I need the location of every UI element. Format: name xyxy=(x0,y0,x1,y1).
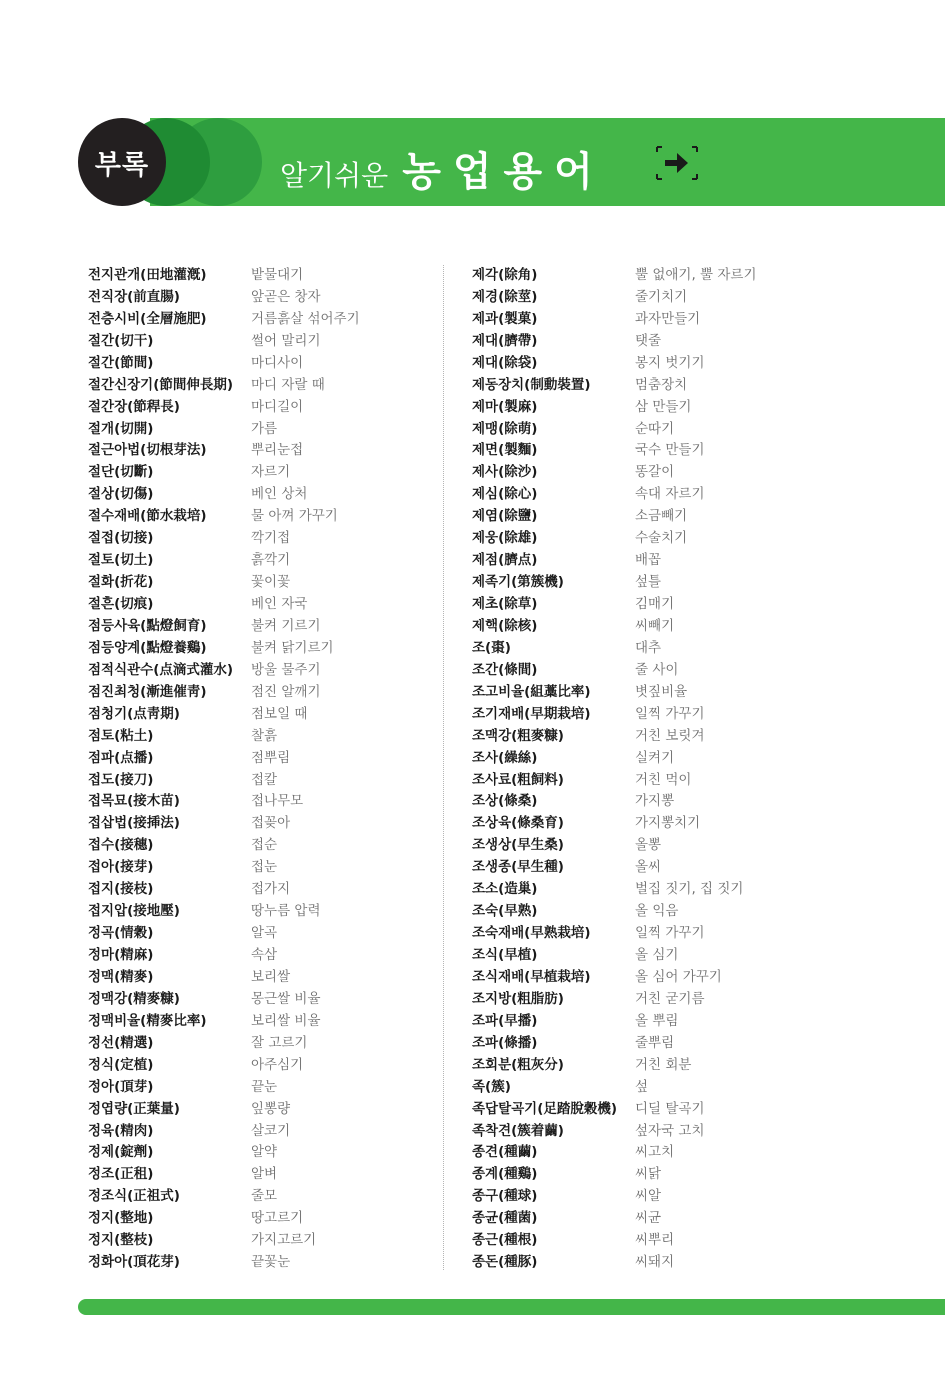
glossary-entry xyxy=(88,964,360,986)
glossary-entry xyxy=(472,789,757,811)
glossary-entry xyxy=(88,503,360,525)
glossary-meaning: 접칼 xyxy=(251,771,278,788)
glossary-meaning: 점진 알깨기 xyxy=(251,683,321,700)
glossary-meaning: 벌집 짓기, 집 짓기 xyxy=(635,881,744,898)
glossary-term: 제맹(除萌) xyxy=(472,420,538,437)
glossary-meaning: 가지뽕치기 xyxy=(635,815,701,832)
glossary-entry xyxy=(88,701,360,723)
glossary-entry xyxy=(472,306,757,328)
glossary-term: 족착견(簇着繭) xyxy=(472,1122,564,1139)
glossary-term: 전지관개(田地灌漑) xyxy=(88,266,207,283)
glossary-term: 제각(除角) xyxy=(472,266,538,283)
column-divider xyxy=(443,265,444,1270)
glossary-entry xyxy=(88,679,360,701)
glossary-entry xyxy=(472,854,757,876)
glossary-entry xyxy=(88,723,360,745)
glossary-meaning: 몽근쌀 비율 xyxy=(251,990,321,1007)
glossary-term: 접지압(接地壓) xyxy=(88,903,180,920)
glossary-entry xyxy=(88,350,360,372)
glossary-term: 점적식관수(点滴式灌水) xyxy=(88,661,234,678)
glossary-term: 제족기(第簇機) xyxy=(472,574,564,591)
glossary-term: 접수(接穗) xyxy=(88,837,154,854)
glossary-meaning: 뿔 없애기, 뿔 자르기 xyxy=(635,266,757,283)
glossary-term: 절근아법(切根芽法) xyxy=(88,442,207,459)
glossary-meaning: 씨닭 xyxy=(635,1166,662,1183)
glossary-term: 조숙재배(早熟栽培) xyxy=(472,925,591,942)
glossary-meaning: 보리쌀 비율 xyxy=(251,1012,321,1029)
glossary-term: 조(棗) xyxy=(472,639,511,656)
glossary-meaning: 깍기접 xyxy=(251,530,291,547)
glossary-meaning: 접꽂아 xyxy=(251,815,291,832)
glossary-meaning: 멈춤장치 xyxy=(635,376,688,393)
glossary-entry xyxy=(472,613,757,635)
glossary-term: 조숙(早熟) xyxy=(472,903,538,920)
glossary-entry xyxy=(472,262,757,284)
glossary-term: 종균(種菌) xyxy=(472,1210,538,1227)
glossary-term: 절화(折花) xyxy=(88,574,154,591)
glossary-entry xyxy=(472,942,757,964)
glossary-meaning: 섶 xyxy=(635,1078,649,1095)
glossary-meaning: 불켜 기르기 xyxy=(251,617,321,634)
glossary-term: 정화아(頂花芽) xyxy=(88,1254,180,1271)
glossary-entry xyxy=(472,350,757,372)
glossary-meaning: 땅누름 압력 xyxy=(251,903,321,920)
glossary-term: 전직장(前直腸) xyxy=(88,288,180,305)
glossary-entry xyxy=(472,657,757,679)
glossary-term: 조파(早播) xyxy=(472,1012,538,1029)
glossary-entry xyxy=(472,876,757,898)
glossary-meaning: 올 익음 xyxy=(635,903,679,920)
glossary-meaning: 실켜기 xyxy=(635,749,675,766)
glossary-meaning: 자르기 xyxy=(251,464,291,481)
glossary-meaning: 흙깍기 xyxy=(251,552,291,569)
glossary-meaning: 씨뿌리 xyxy=(635,1232,675,1249)
glossary-entry xyxy=(472,1161,757,1183)
glossary-entry xyxy=(472,372,757,394)
glossary-term: 조회분(粗灰分) xyxy=(472,1056,564,1073)
glossary-meaning: 섶자국 고치 xyxy=(635,1122,705,1139)
glossary-entry xyxy=(88,876,360,898)
glossary-entry xyxy=(472,416,757,438)
glossary-term: 조상(條桑) xyxy=(472,793,538,810)
glossary-term: 접지(接枝) xyxy=(88,881,154,898)
glossary-entry xyxy=(88,481,360,503)
glossary-meaning: 올씨 xyxy=(635,859,662,876)
glossary-term: 절토(切土) xyxy=(88,552,154,569)
glossary-term: 제대(除袋) xyxy=(472,354,538,371)
glossary-entry xyxy=(472,1249,757,1271)
glossary-meaning: 줄 사이 xyxy=(635,661,679,678)
glossary-meaning: 거름흙살 섞어주기 xyxy=(251,310,360,327)
glossary-term: 제웅(除雄) xyxy=(472,530,538,547)
glossary-entry xyxy=(88,1118,360,1140)
glossary-term: 정조식(正祖式) xyxy=(88,1188,180,1205)
glossary-term: 정제(錠劑) xyxy=(88,1144,154,1161)
glossary-term: 절흔(切痕) xyxy=(88,596,154,613)
glossary-entry xyxy=(472,394,757,416)
glossary-meaning: 소금빼기 xyxy=(635,508,688,525)
glossary-entry xyxy=(88,854,360,876)
glossary-term: 절접(切接) xyxy=(88,530,154,547)
glossary-entry xyxy=(88,394,360,416)
glossary-entry xyxy=(472,1118,757,1140)
glossary-meaning: 씨균 xyxy=(635,1210,662,1227)
glossary-meaning: 올 뿌림 xyxy=(635,1012,679,1029)
glossary-entry xyxy=(88,1096,360,1118)
glossary-meaning: 알약 xyxy=(251,1144,278,1161)
glossary-term: 접아(接芽) xyxy=(88,859,154,876)
glossary-entry xyxy=(88,547,360,569)
glossary-entry xyxy=(472,328,757,350)
glossary-term: 조식재배(早植栽培) xyxy=(472,968,591,985)
glossary-term: 제마(製麻) xyxy=(472,398,538,415)
glossary-term: 조맥강(粗麥糠) xyxy=(472,727,564,744)
glossary-meaning: 앞곧은 창자 xyxy=(251,288,321,305)
glossary-entry xyxy=(88,328,360,350)
glossary-meaning: 디딜 탈곡기 xyxy=(635,1100,705,1117)
glossary-meaning: 잎뽕량 xyxy=(251,1100,291,1117)
glossary-term: 정선(精選) xyxy=(88,1034,154,1051)
glossary-meaning: 가름 xyxy=(251,420,278,437)
glossary-entry xyxy=(88,1052,360,1074)
glossary-entry xyxy=(472,569,757,591)
glossary-meaning: 속대 자르기 xyxy=(635,486,705,503)
glossary-entry xyxy=(88,372,360,394)
glossary-term: 절수재배(節水栽培) xyxy=(88,508,207,525)
glossary-term: 정맥강(精麥糠) xyxy=(88,990,180,1007)
glossary-entry xyxy=(472,898,757,920)
glossary-term: 조생종(早生種) xyxy=(472,859,564,876)
glossary-term: 정조(正租) xyxy=(88,1166,154,1183)
glossary-meaning: 줄뿌림 xyxy=(635,1034,675,1051)
glossary-meaning: 올뽕 xyxy=(635,837,662,854)
glossary-entry xyxy=(472,986,757,1008)
glossary-entry xyxy=(88,942,360,964)
glossary-term: 절간신장기(節間伸長期) xyxy=(88,376,234,393)
page-title xyxy=(280,140,605,195)
glossary-meaning: 줄모 xyxy=(251,1188,278,1205)
glossary-entry xyxy=(472,1074,757,1096)
glossary-term: 전층시비(全層施肥) xyxy=(88,310,207,327)
glossary-entry xyxy=(472,920,757,942)
glossary-term: 절간(切干) xyxy=(88,332,154,349)
glossary-term: 조지방(粗脂肪) xyxy=(472,990,564,1007)
glossary-meaning: 물 아껴 가꾸기 xyxy=(251,508,338,525)
glossary-entry xyxy=(472,679,757,701)
glossary-meaning: 불켜 닭기르기 xyxy=(251,639,334,656)
glossary-meaning: 가지고르기 xyxy=(251,1232,317,1249)
glossary-term: 종돈(種豚) xyxy=(472,1254,538,1271)
glossary-term: 조고비율(組藁比率) xyxy=(472,683,591,700)
glossary-entry xyxy=(472,547,757,569)
glossary-term: 제경(除莖) xyxy=(472,288,538,305)
glossary-term: 제사(除沙) xyxy=(472,464,538,481)
glossary-term: 정맥비율(精麥比率) xyxy=(88,1012,207,1029)
glossary-term: 조상육(條桑育) xyxy=(472,815,564,832)
glossary-entry xyxy=(472,1096,757,1118)
glossary-entry xyxy=(472,1227,757,1249)
glossary-meaning: 점보일 때 xyxy=(251,705,308,722)
glossary-meaning: 꽃이꽃 xyxy=(251,574,291,591)
glossary-term: 정육(精肉) xyxy=(88,1122,154,1139)
glossary-meaning: 김매기 xyxy=(635,596,675,613)
glossary-meaning: 알곡 xyxy=(251,925,278,942)
glossary-entry xyxy=(472,1140,757,1162)
glossary-term: 조사(繰絲) xyxy=(472,749,538,766)
glossary-entry xyxy=(472,503,757,525)
glossary-term: 조생상(早生桑) xyxy=(472,837,564,854)
glossary-term: 제동장치(制動裝置) xyxy=(472,376,591,393)
glossary-meaning: 아주심기 xyxy=(251,1056,304,1073)
glossary-entry xyxy=(88,1161,360,1183)
glossary-meaning: 마디사이 xyxy=(251,354,304,371)
glossary-entry xyxy=(472,481,757,503)
page-subtitle: 알기쉬운 xyxy=(280,159,389,192)
glossary-term: 점등양계(點燈養鷄) xyxy=(88,639,207,656)
glossary-entry xyxy=(472,1030,757,1052)
glossary-meaning: 마디 자랄 때 xyxy=(251,376,325,393)
glossary-entry xyxy=(472,701,757,723)
glossary-meaning: 씨알 xyxy=(635,1188,662,1205)
glossary-meaning: 살코기 xyxy=(251,1122,291,1139)
glossary-term: 절상(切傷) xyxy=(88,486,154,503)
glossary-entry xyxy=(88,1030,360,1052)
glossary-term: 조파(條播) xyxy=(472,1034,538,1051)
glossary-meaning: 접눈 xyxy=(251,859,278,876)
glossary-term: 조기재배(早期栽培) xyxy=(472,705,591,722)
glossary-meaning: 접가지 xyxy=(251,881,291,898)
footer-bar xyxy=(78,1299,945,1315)
glossary-meaning: 가지뽕 xyxy=(635,793,675,810)
glossary-meaning: 국수 만들기 xyxy=(635,442,705,459)
glossary-meaning: 베인 상처 xyxy=(251,486,308,503)
glossary-meaning: 찰흙 xyxy=(251,727,278,744)
glossary-meaning: 접나무모 xyxy=(251,793,304,810)
glossary-entry xyxy=(88,416,360,438)
glossary-entry xyxy=(472,723,757,745)
glossary-meaning: 씨고치 xyxy=(635,1144,675,1161)
glossary-meaning: 거친 회분 xyxy=(635,1056,692,1073)
glossary-meaning: 점뿌림 xyxy=(251,749,291,766)
glossary-entry xyxy=(88,745,360,767)
glossary-meaning: 수술치기 xyxy=(635,530,688,547)
glossary-entry xyxy=(472,1008,757,1030)
badge-label: 부록 xyxy=(94,149,150,181)
page-main-title: 농업용어 xyxy=(402,149,605,195)
glossary-meaning: 끝눈 xyxy=(251,1078,278,1095)
glossary-term: 족(簇) xyxy=(472,1078,511,1095)
glossary-entry xyxy=(472,745,757,767)
glossary-meaning: 봉지 벗기기 xyxy=(635,354,705,371)
glossary-entry xyxy=(88,591,360,613)
glossary-term: 점등사육(點燈飼育) xyxy=(88,617,207,634)
glossary-entry xyxy=(88,1183,360,1205)
glossary-meaning: 밭물대기 xyxy=(251,266,304,283)
glossary-meaning: 썰어 말리기 xyxy=(251,332,321,349)
glossary-term: 접목묘(接木苗) xyxy=(88,793,180,810)
glossary-entry xyxy=(472,1052,757,1074)
glossary-entry xyxy=(472,964,757,986)
glossary-meaning: 올 심어 가꾸기 xyxy=(635,968,722,985)
glossary-meaning: 끝꽃눈 xyxy=(251,1254,291,1271)
glossary-term: 접삽법(接揷法) xyxy=(88,815,180,832)
glossary-entry xyxy=(88,789,360,811)
glossary-term: 종견(種繭) xyxy=(472,1144,538,1161)
glossary-term: 제면(製麵) xyxy=(472,442,538,459)
appendix-badge xyxy=(78,118,166,206)
glossary-meaning: 탯줄 xyxy=(635,332,662,349)
glossary-meaning: 거친 굳기름 xyxy=(635,990,705,1007)
glossary-term: 제과(製菓) xyxy=(472,310,538,327)
glossary-entry xyxy=(88,569,360,591)
glossary-term: 정곡(情穀) xyxy=(88,925,154,942)
glossary-term: 제초(除草) xyxy=(472,596,538,613)
glossary-meaning: 잘 고르기 xyxy=(251,1034,308,1051)
glossary-entry xyxy=(88,438,360,460)
glossary-term: 제심(除心) xyxy=(472,486,538,503)
glossary-term: 제점(臍点) xyxy=(472,552,538,569)
glossary-meaning: 베인 자국 xyxy=(251,596,308,613)
glossary-entry xyxy=(88,1074,360,1096)
glossary-term: 족답탈곡기(足踏脫穀機) xyxy=(472,1100,618,1117)
glossary-entry xyxy=(472,459,757,481)
glossary-meaning: 줄기치기 xyxy=(635,288,688,305)
glossary-entry xyxy=(472,284,757,306)
glossary-meaning: 거친 먹이 xyxy=(635,771,692,788)
glossary-meaning: 순따기 xyxy=(635,420,675,437)
glossary-term: 접도(接刀) xyxy=(88,771,154,788)
glossary-meaning: 삼 만들기 xyxy=(635,398,692,415)
glossary-entry xyxy=(88,613,360,635)
glossary-meaning: 땅고르기 xyxy=(251,1210,304,1227)
glossary-term: 조소(造巢) xyxy=(472,881,538,898)
glossary-term: 정지(整枝) xyxy=(88,1232,154,1249)
glossary-entry xyxy=(472,767,757,789)
glossary-meaning: 씨돼지 xyxy=(635,1254,675,1271)
glossary-entry xyxy=(88,920,360,942)
glossary-meaning: 볏짚비율 xyxy=(635,683,688,700)
glossary-entry xyxy=(88,306,360,328)
arrow-right-bracket-icon xyxy=(655,146,699,180)
glossary-entry xyxy=(88,1008,360,1030)
glossary-term: 정아(頂芽) xyxy=(88,1078,154,1095)
glossary-meaning: 과자만들기 xyxy=(635,310,701,327)
glossary-meaning: 속삼 xyxy=(251,947,278,964)
glossary-term: 절단(切斷) xyxy=(88,464,154,481)
glossary-entry xyxy=(88,1205,360,1227)
glossary-term: 제염(除鹽) xyxy=(472,508,538,525)
glossary-term: 정지(整地) xyxy=(88,1210,154,1227)
glossary-term: 점청기(点靑期) xyxy=(88,705,180,722)
glossary-entry xyxy=(88,525,360,547)
glossary-entry xyxy=(88,1140,360,1162)
glossary-term: 정식(定植) xyxy=(88,1056,154,1073)
glossary-term: 조사료(粗飼料) xyxy=(472,771,564,788)
glossary-meaning: 접순 xyxy=(251,837,278,854)
glossary-meaning: 거친 보릿겨 xyxy=(635,727,705,744)
glossary-term: 절개(切開) xyxy=(88,420,154,437)
glossary-entry xyxy=(472,832,757,854)
glossary-meaning: 배꼽 xyxy=(635,552,662,569)
glossary-meaning: 똥갈이 xyxy=(635,464,675,481)
glossary-entry xyxy=(88,986,360,1008)
glossary-entry xyxy=(88,459,360,481)
glossary-term: 종계(種鷄) xyxy=(472,1166,538,1183)
glossary-entry xyxy=(88,284,360,306)
glossary-term: 절간(節間) xyxy=(88,354,154,371)
glossary-term: 종구(種球) xyxy=(472,1188,538,1205)
glossary-meaning: 마디길이 xyxy=(251,398,304,415)
glossary-term: 점진최청(漸進催靑) xyxy=(88,683,207,700)
glossary-entry xyxy=(88,1249,360,1271)
glossary-meaning: 일찍 가꾸기 xyxy=(635,705,705,722)
glossary-meaning: 씨빼기 xyxy=(635,617,675,634)
glossary-meaning: 섶틀 xyxy=(635,574,662,591)
glossary-meaning: 대추 xyxy=(635,639,662,656)
glossary-term: 종근(種根) xyxy=(472,1232,538,1249)
glossary-meaning: 일찍 가꾸기 xyxy=(635,925,705,942)
glossary-entry xyxy=(88,898,360,920)
glossary-column-right xyxy=(472,262,757,1271)
glossary-entry xyxy=(88,832,360,854)
glossary-meaning: 올 심기 xyxy=(635,947,679,964)
glossary-entry xyxy=(472,810,757,832)
glossary-meaning: 알벼 xyxy=(251,1166,278,1183)
glossary-entry xyxy=(88,767,360,789)
glossary-term: 점토(粘土) xyxy=(88,727,154,744)
glossary-entry xyxy=(88,810,360,832)
glossary-entry xyxy=(472,438,757,460)
glossary-meaning: 방울 물주기 xyxy=(251,661,321,678)
glossary-term: 절간장(節稈長) xyxy=(88,398,180,415)
glossary-entry xyxy=(472,591,757,613)
glossary-term: 정마(精麻) xyxy=(88,947,154,964)
glossary-entry xyxy=(472,635,757,657)
glossary-entry xyxy=(88,657,360,679)
glossary-entry xyxy=(88,635,360,657)
glossary-entry xyxy=(472,1183,757,1205)
glossary-term: 정엽량(正葉量) xyxy=(88,1100,180,1117)
glossary-term: 조식(早植) xyxy=(472,947,538,964)
glossary-meaning: 뿌리눈접 xyxy=(251,442,304,459)
glossary-term: 조간(條間) xyxy=(472,661,538,678)
glossary-term: 정맥(精麥) xyxy=(88,968,154,985)
glossary-term: 제핵(除核) xyxy=(472,617,538,634)
glossary-entry xyxy=(472,1205,757,1227)
glossary-entry xyxy=(88,262,360,284)
glossary-meaning: 보리쌀 xyxy=(251,968,291,985)
glossary-term: 제대(臍帶) xyxy=(472,332,538,349)
glossary-entry xyxy=(88,1227,360,1249)
glossary-term: 점파(点播) xyxy=(88,749,154,766)
glossary-column-left xyxy=(88,262,360,1271)
glossary-entry xyxy=(472,525,757,547)
